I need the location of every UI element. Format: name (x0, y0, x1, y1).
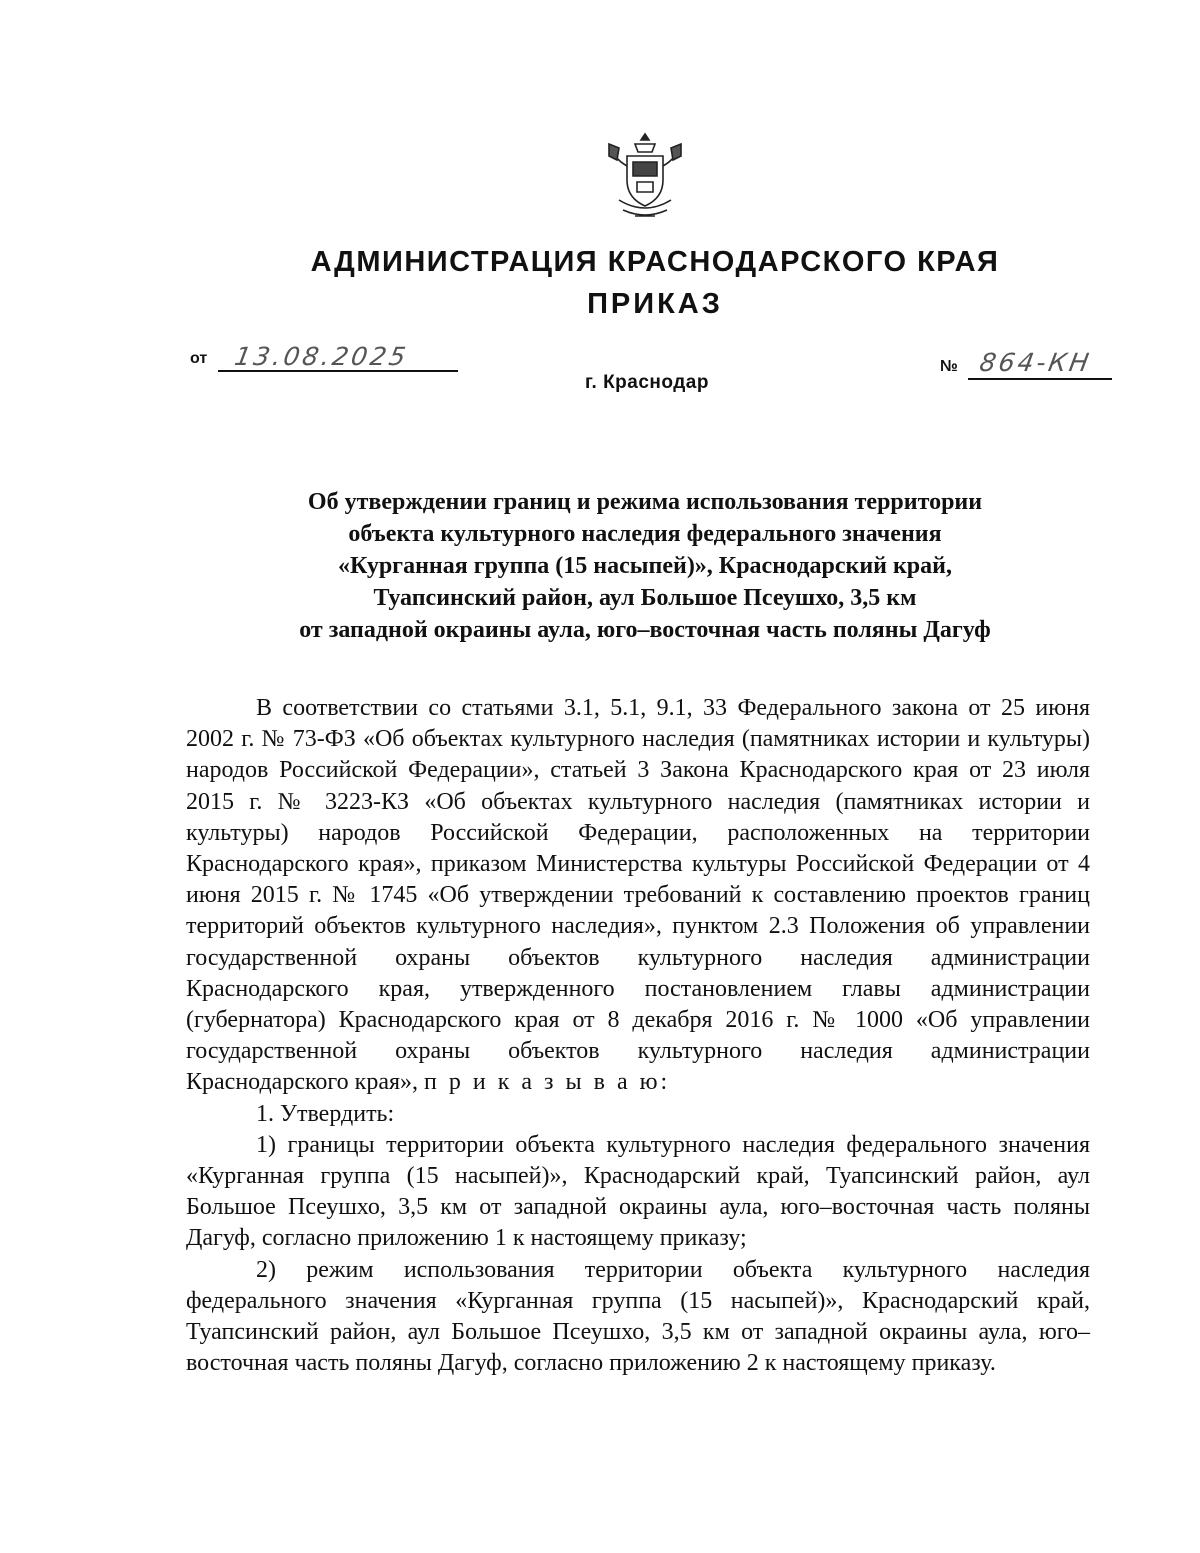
number-underline (968, 378, 1112, 380)
intro-text: В соответствии со статьями 3.1, 5.1, 9.1, 33 Федерального закона от 25 июня 2002 г. № 73-ФЗ «Об объектах культурного наследия (памятниках истории и культуры) народов Российской Федерации», статьей 3 Закона Краснодарского края от 23 июля 2015 г. № 3223-КЗ «Об объектах культурного наследия (памятниках истории и культуры) народов Российской Федерации, расположенных на территории Краснодарского края», приказом Министерства культуры Российской Федерации от 4 июня 2015 г. № 1745 «Об утверждении требований к составлению проектов границ территорий объектов культурного наследия», пунктом 2.3 Положения об управлении государственной охраны объектов культурного наследия администрации Краснодарского края, утвержденного постановлением главы администрации (губернатора) Краснодарского края от 8 декабря 2016 г. № 1000 «Об управлении государственной охраны объектов культурного наследия администрации Краснодарского края», (186, 695, 1090, 1096)
date-label: от (190, 350, 208, 367)
subitem-1: 1) границы территории объекта культурного наследия федерального значения «Курганная группа (15 насыпей)», Краснодарский край, Туапсинский район, аул Большое Псеушхо, 3,5 км от западной окраины аула, юго–восточная часть поляны Дагуф, согласно приложению 1 к настоящему приказу; (186, 1131, 1090, 1252)
intro-paragraph (186, 693, 1090, 1099)
document-type: ПРИКАЗ (587, 288, 723, 320)
number-field (940, 348, 1120, 388)
title-line: от западной окраины аула, юго–восточная часть поляны Дагуф (299, 617, 991, 643)
organization-name: АДМИНИСТРАЦИЯ КРАСНОДАРСКОГО КРАЯ (310, 246, 1000, 278)
subitem-2: 2) режим использования территории объекта культурного наследия федерального значения «Курганная группа (15 насыпей)», Краснодарский край, Туапсинский район, аул Большое Псеушхо, 3,5 км от западной окраины аула, юго–восточная часть поляны Дагуф, согласно приложению 2 к настоящему приказу. (186, 1256, 1090, 1377)
document-title (180, 486, 1110, 646)
title-line: Туапсинский район, аул Большое Псеушхо, 3,5 км (373, 585, 917, 611)
date-value: 13.08.2025 (232, 342, 411, 371)
title-line: объекта культурного наследия федерального значения (348, 521, 942, 547)
order-word: п р и к а з ы в а ю: (424, 1069, 671, 1096)
title-line: Об утверждении границ и режима использования территории (307, 489, 983, 515)
date-field (190, 342, 480, 378)
number-label: № (940, 358, 958, 375)
item-1: 1. Утвердить: (256, 1100, 395, 1127)
coat-of-arms-icon (605, 130, 685, 222)
number-value: 864-КН (977, 348, 1094, 377)
title-line: «Курганная группа (15 насыпей)», Краснодарский край, (338, 553, 952, 579)
document-body (186, 693, 1090, 1379)
city: г. Краснодар (585, 372, 709, 393)
